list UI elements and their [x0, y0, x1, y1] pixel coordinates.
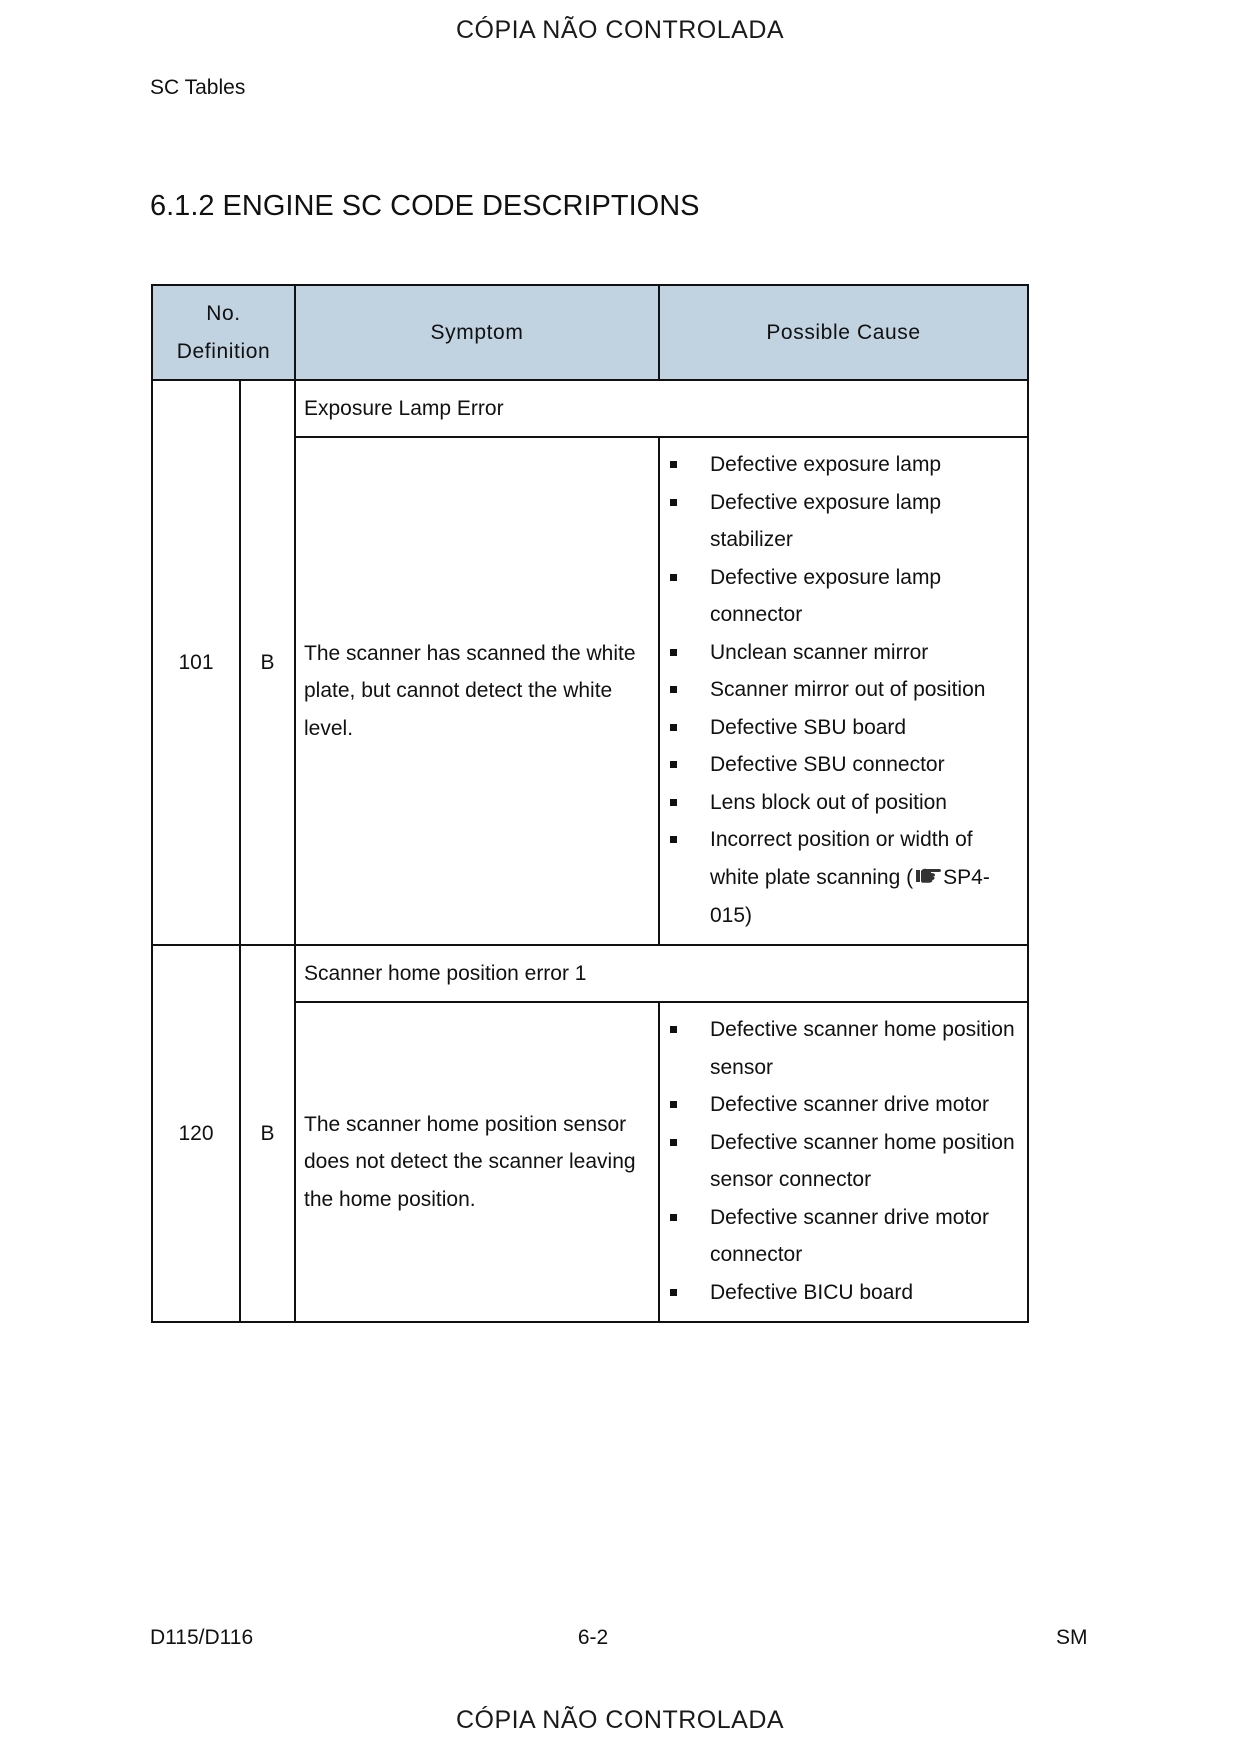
sc-symptom: The scanner home position sensor does not detect the scanner leaving the home position. — [295, 1002, 659, 1322]
cause-item: Defective BICU board — [670, 1274, 1019, 1312]
cause-item: Defective exposure lamp — [670, 446, 1019, 484]
table-header-row — [152, 285, 1028, 380]
cause-item: Defective SBU board — [670, 709, 1019, 747]
sc-title: Scanner home position error 1 — [295, 945, 1028, 1002]
cause-item: Lens block out of position — [670, 784, 1019, 822]
section-title: 6.1.2 ENGINE SC CODE DESCRIPTIONS — [150, 190, 700, 222]
sc-title: Exposure Lamp Error — [295, 380, 1028, 437]
cause-item: Defective scanner home position sensor — [670, 1011, 1019, 1086]
cause-item: Defective SBU connector — [670, 746, 1019, 784]
header-symptom: Symptom — [295, 285, 659, 380]
sc-code-table — [151, 284, 1029, 1323]
cause-item — [670, 821, 1019, 934]
sc-possible-causes — [659, 1002, 1028, 1322]
header-no: No. — [206, 301, 241, 325]
cause-item: Scanner mirror out of position — [670, 671, 1019, 709]
running-head: SC Tables — [150, 76, 246, 99]
cause-item: Unclean scanner mirror — [670, 634, 1019, 672]
sc-number: 101 — [152, 380, 240, 945]
watermark-bottom: CÓPIA NÃO CONTROLADA — [455, 1706, 785, 1734]
cause-item: Defective scanner drive motor connector — [670, 1199, 1019, 1274]
table-row-title — [152, 380, 1028, 437]
cause-list — [670, 1011, 1019, 1311]
cause-text-reference: SP4-015) — [710, 865, 990, 927]
header-no-definition — [152, 285, 295, 380]
cause-list — [670, 446, 1019, 934]
cause-item: Defective scanner home position sensor connector — [670, 1124, 1019, 1199]
footer-page-number: 6-2 — [577, 1626, 609, 1649]
sc-possible-causes — [659, 437, 1028, 945]
cause-item: Defective scanner drive motor — [670, 1086, 1019, 1124]
sc-definition: B — [240, 380, 295, 945]
pointing-hand-icon — [915, 859, 941, 897]
sc-definition: B — [240, 945, 295, 1322]
cause-item: Defective exposure lamp stabilizer — [670, 484, 1019, 559]
watermark-top: CÓPIA NÃO CONTROLADA — [455, 16, 785, 44]
header-definition: Definition — [176, 339, 271, 363]
sc-number: 120 — [152, 945, 240, 1322]
sc-symptom: The scanner has scanned the white plate, but cannot detect the white level. — [295, 437, 659, 945]
table-row-title — [152, 945, 1028, 1002]
cause-item: Defective exposure lamp connector — [670, 559, 1019, 634]
footer-manual-type: SM — [1056, 1626, 1088, 1649]
header-possible-cause: Possible Cause — [659, 285, 1028, 380]
cause-text: Incorrect position or width of white plate scanning ( — [710, 828, 973, 889]
footer-model: D115/D116 — [150, 1626, 254, 1649]
